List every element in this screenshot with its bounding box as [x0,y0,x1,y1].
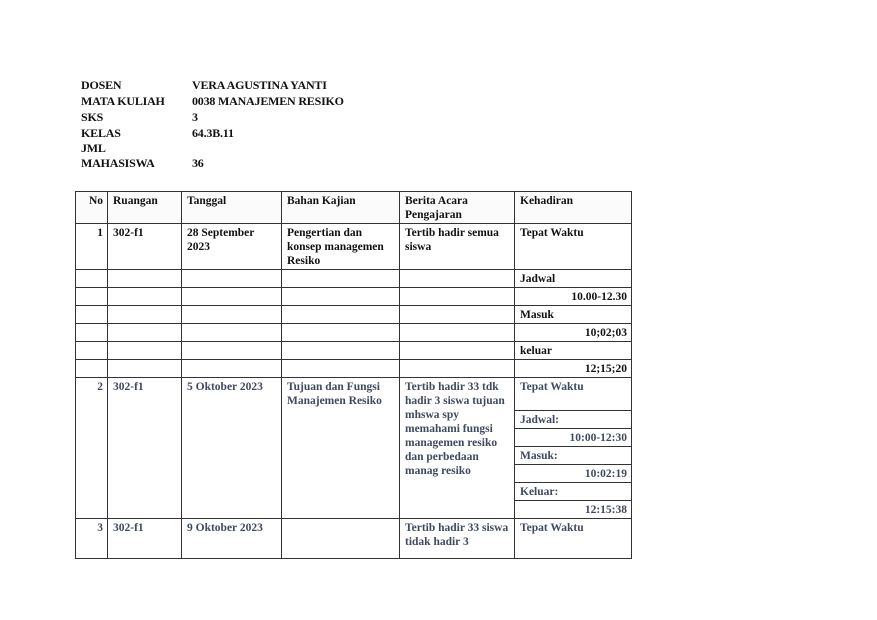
row1-masuk-label: Masuk [515,306,632,324]
table-row [76,324,632,342]
row1-bahan: Pengertian dan konsep managemen Resiko [282,224,400,270]
row2-tanggal: 5 Oktober 2023 [182,378,282,519]
row1-status: Tepat Waktu [515,224,632,270]
mata-kuliah-value: 0038 MANAJEMEN RESIKO [192,94,344,108]
row1-tanggal: 28 September 2023 [182,224,282,270]
dosen-label: DOSEN [81,78,122,92]
row1-masuk-value: 10;02;03 [515,324,632,342]
table-row [76,342,632,360]
row2-keluar-label: Keluar: [515,483,631,501]
row1-jadwal-value: 10.00-12.30 [515,288,632,306]
header-tanggal: Tanggal [182,192,282,224]
kelas-label: KELAS [81,126,121,140]
kelas-value: 64.3B.11 [192,126,234,140]
header-no: No [76,192,108,224]
row1-keluar-label: keluar [515,342,632,360]
table-row [76,519,632,559]
row1-no: 1 [76,224,108,270]
row2-jadwal-label: Jadwal: [515,411,631,429]
header-berita-acara: Berita Acara Pengajaran [400,192,515,224]
row2-masuk-value: 10:02:19 [515,465,631,483]
mata-kuliah-label: MATA KULIAH [81,94,165,108]
row1-keluar-value: 12;15;20 [515,360,632,378]
sks-label: SKS [81,110,104,124]
row3-tanggal: 9 Oktober 2023 [182,519,282,559]
header-ruangan: Ruangan [108,192,182,224]
row1-berita: Tertib hadir semua siswa [400,224,515,270]
row1-ruangan: 302-f1 [108,224,182,270]
row2-bahan: Tujuan dan Fungsi Manajemen Resiko [282,378,400,519]
table-row [76,288,632,306]
attendance-table [75,191,632,559]
row2-ruangan: 302-f1 [108,378,182,519]
table-row [76,360,632,378]
dosen-value: VERA AGUSTINA YANTI [192,78,327,92]
row3-berita: Tertib hadir 33 siswa tidak hadir 3 [400,519,515,559]
jml-label: JML [81,141,106,155]
mahasiswa-label: MAHASISWA [81,156,155,170]
header-kehadiran: Kehadiran [515,192,632,224]
row2-berita: Tertib hadir 33 tdk hadir 3 siswa tujuan mhswa spy memahami fungsi managemen resiko dan perbedaan manag resiko [400,378,515,519]
row3-bahan [282,519,400,559]
table-row [76,378,632,519]
mahasiswa-value: 36 [192,156,204,170]
row2-keluar-value: 12:15:38 [584,504,627,516]
row3-no: 3 [76,519,108,559]
table-row [76,270,632,288]
row2-masuk-label: Masuk: [515,447,631,465]
row3-ruangan: 302-f1 [108,519,182,559]
row3-status: Tepat Waktu [515,519,632,559]
row2-status: Tepat Waktu [515,378,631,411]
row2-no: 2 [76,378,108,519]
table-header-row [76,192,632,224]
header-bahan-kajian: Bahan Kajian [282,192,400,224]
row2-kehadiran [515,378,632,519]
sks-value: 3 [192,110,198,124]
table-row [76,306,632,324]
table-row [76,224,632,270]
row2-jadwal-value: 10:00-12:30 [515,429,631,447]
row1-jadwal-label: Jadwal [515,270,632,288]
